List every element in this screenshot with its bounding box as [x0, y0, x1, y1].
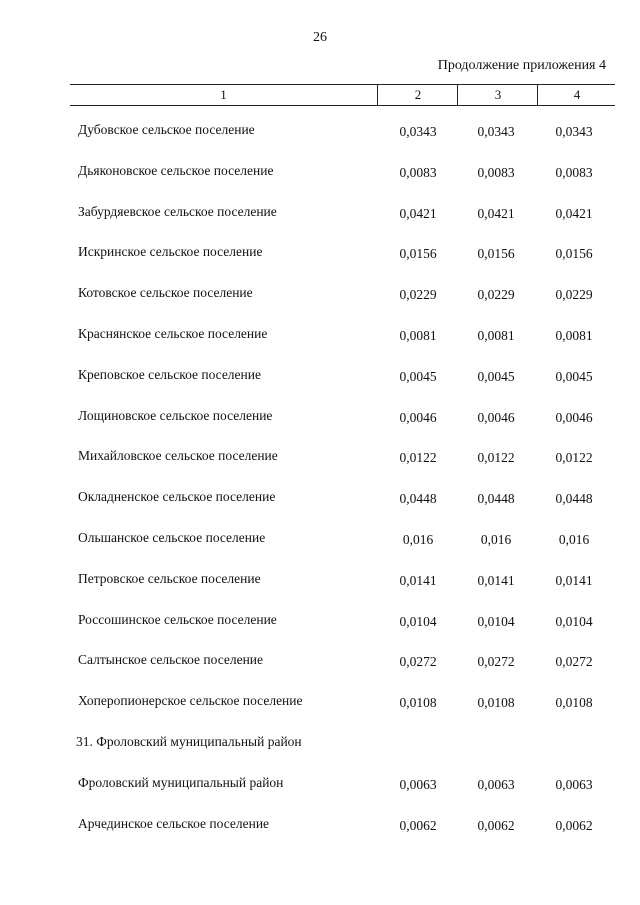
row-value-col-2: 0,016 [402, 531, 434, 547]
row-name: Салтынское сельское поселение [78, 652, 264, 668]
row-value-col-3: 0,0081 [477, 327, 515, 343]
row-name: Искринское сельское поселение [78, 244, 263, 260]
row-value-col-3: 0,0421 [477, 205, 515, 221]
row-name: Россошинское сельское поселение [78, 611, 277, 627]
row-value-col-2: 0,0448 [399, 491, 437, 507]
row-value-col-4: 0,0122 [555, 450, 593, 466]
header-col-1: 1 [220, 87, 227, 102]
row-value-col-3: 0,0063 [477, 776, 515, 792]
page-number: 26 [313, 30, 327, 45]
table-row [0, 640, 640, 681]
table-row [0, 110, 640, 151]
row-value-col-3: 0,0104 [477, 613, 515, 629]
row-value-col-4: 0,0229 [555, 287, 593, 303]
row-value-col-4: 0,0062 [555, 817, 593, 833]
row-name: Арчединское сельское поселение [78, 815, 270, 831]
row-value-col-4: 0,0448 [555, 491, 593, 507]
row-value-col-4: 0,0272 [555, 654, 593, 670]
row-name: Краснянское сельское поселение [78, 325, 268, 341]
table-row [0, 559, 640, 600]
row-value-col-3: 0,0122 [477, 450, 515, 466]
row-value-col-2: 0,0062 [399, 817, 437, 833]
row-value-col-4: 0,0046 [555, 409, 593, 425]
table-body [0, 110, 640, 844]
row-name: Михайловское сельское поселение [78, 448, 278, 464]
row-value-col-3: 0,0062 [477, 817, 515, 833]
table-row [0, 804, 640, 845]
row-value-col-4: 0,016 [558, 531, 590, 547]
row-value-col-2: 0,0081 [399, 327, 437, 343]
table-header [70, 84, 615, 106]
row-name: Фроловский муниципальный район [78, 774, 284, 790]
table-row [0, 355, 640, 396]
row-value-col-3: 0,0108 [477, 695, 515, 711]
table-row [0, 151, 640, 192]
row-name: Окладненское сельское поселение [78, 489, 276, 505]
table-row [0, 192, 640, 233]
continuation-label: Продолжение приложения 4 [437, 58, 606, 73]
row-name: Котовское сельское поселение [78, 285, 253, 301]
table-row [0, 763, 640, 804]
row-value-col-2: 0,0083 [399, 164, 437, 180]
row-value-col-4: 0,0104 [555, 613, 593, 629]
row-value-col-3: 0,0448 [477, 491, 515, 507]
row-value-col-4: 0,0343 [555, 124, 593, 139]
row-name: Ольшанское сельское поселение [78, 529, 266, 545]
row-value-col-2: 0,0046 [399, 409, 437, 425]
row-value-col-3: 0,0343 [477, 124, 515, 139]
table-row [0, 436, 640, 477]
row-value-col-2: 0,0104 [399, 613, 437, 629]
header-col-4: 4 [537, 85, 616, 105]
table-row [0, 396, 640, 437]
row-value-col-4: 0,0081 [555, 327, 593, 343]
row-name: Креповское сельское поселение [78, 366, 261, 382]
row-value-col-2: 0,0045 [399, 368, 437, 384]
table-row [0, 477, 640, 518]
row-value-col-2: 0,0421 [399, 205, 437, 221]
row-name: Дубовское сельское поселение [78, 122, 255, 137]
row-value-col-3: 0,0229 [477, 287, 515, 303]
table-row [0, 273, 640, 314]
row-value-col-4: 0,0108 [555, 695, 593, 711]
row-value-col-3: 0,0083 [477, 164, 515, 180]
row-value-col-2: 0,0229 [399, 287, 437, 303]
row-value-col-2: 0,0122 [399, 450, 437, 466]
row-value-col-3: 0,0272 [477, 654, 515, 670]
row-value-col-4: 0,0156 [555, 246, 593, 262]
table-row [0, 600, 640, 641]
row-value-col-3: 0,0141 [477, 572, 515, 588]
row-value-col-3: 0,0045 [477, 368, 515, 384]
row-value-col-4: 0,0045 [555, 368, 593, 384]
row-value-col-4: 0,0063 [555, 776, 593, 792]
row-value-col-2: 0,0063 [399, 776, 437, 792]
row-value-col-4: 0,0141 [555, 572, 593, 588]
row-name: Лощиновское сельское поселение [78, 407, 273, 423]
row-name: Дьяконовское сельское поселение [78, 162, 274, 178]
row-value-col-3: 0,016 [480, 531, 512, 547]
row-name: Хоперопионерское сельское поселение [78, 693, 303, 709]
section-heading: 31. Фроловский муниципальный район [76, 733, 302, 749]
row-value-col-4: 0,0421 [555, 205, 593, 221]
table-row [0, 681, 640, 722]
table-row [0, 518, 640, 559]
row-value-col-3: 0,0156 [477, 246, 515, 262]
table-row [0, 314, 640, 355]
row-value-col-4: 0,0083 [555, 164, 593, 180]
row-value-col-3: 0,0046 [477, 409, 515, 425]
row-value-col-2: 0,0343 [399, 124, 437, 139]
section-heading-row [0, 722, 640, 763]
row-name: Петровское сельское поселение [78, 570, 261, 586]
row-value-col-2: 0,0108 [399, 695, 437, 711]
header-col-3: 3 [457, 85, 538, 105]
row-value-col-2: 0,0272 [399, 654, 437, 670]
header-col-2: 2 [377, 85, 458, 105]
row-name: Забурдяевское сельское поселение [78, 203, 277, 219]
table-row [0, 232, 640, 273]
row-value-col-2: 0,0141 [399, 572, 437, 588]
row-value-col-2: 0,0156 [399, 246, 437, 262]
